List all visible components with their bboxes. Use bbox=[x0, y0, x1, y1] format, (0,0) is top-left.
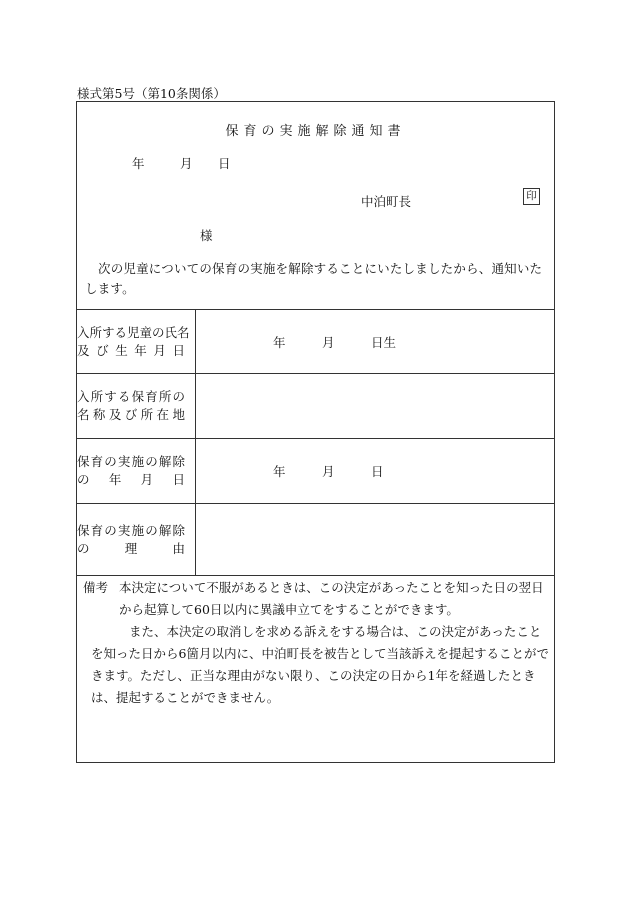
addressee-suffix: 様 bbox=[200, 228, 213, 243]
label-line: 名 称 及 び 所 在 地 bbox=[77, 407, 185, 422]
document-title: 保育の実施解除通知書 bbox=[225, 124, 406, 139]
table-row bbox=[77, 310, 555, 374]
notice-form bbox=[76, 101, 555, 763]
nursery-name-address-value bbox=[196, 374, 555, 439]
release-reason-value bbox=[196, 504, 555, 576]
release-date-template: 年 月 日 bbox=[273, 464, 384, 479]
form-number: 様式第5号（第10条関係） bbox=[77, 86, 226, 101]
label-line: 保 育 の 実 施 の 解 除 bbox=[77, 522, 185, 538]
row-value bbox=[196, 439, 555, 504]
table-row bbox=[77, 374, 555, 439]
date-year-label: 年 bbox=[132, 156, 145, 171]
remarks-paragraph-1: 本決定について不服があるときは、この決定があったことを知った日の翌日から起算して60日以内に異議申立てをすることができます。 bbox=[119, 580, 544, 617]
label-line: の 年 月 日 bbox=[77, 472, 185, 487]
table-row bbox=[77, 439, 555, 504]
birth-date-template: 年 月 日生 bbox=[273, 334, 397, 350]
table-row bbox=[77, 504, 555, 576]
remarks bbox=[83, 577, 549, 709]
date-month-label: 月 bbox=[180, 156, 193, 171]
issue-date-line bbox=[132, 154, 231, 172]
row-label bbox=[77, 439, 196, 504]
row-value bbox=[196, 310, 555, 374]
row-label bbox=[77, 374, 196, 439]
label-line: 保 育 の 実 施 の 解 除 bbox=[77, 454, 185, 469]
row-label bbox=[77, 310, 196, 374]
issuer-name: 中泊町長 bbox=[361, 194, 412, 209]
details-table bbox=[76, 309, 555, 576]
label-line: 入所する児童の氏名 bbox=[77, 324, 190, 340]
remarks-paragraph-2: また、本決定の取消しを求める訴えをする場合は、この決定があったことを知った日から6箇月以内に、中泊町長を被告として当該訴えを提起することができます。ただし、正当な理由がない限り、この決定の日から1年を経過したときは、提起することができません。 bbox=[91, 624, 549, 705]
date-day-label: 日 bbox=[218, 156, 231, 171]
row-label bbox=[77, 504, 196, 576]
seal-mark: 印 bbox=[523, 188, 540, 205]
notice-text: 次の児童についての保育の実施を解除することにいたしましたから、通知いたします。 bbox=[85, 261, 543, 296]
label-line: 及 び 生 年 月 日 bbox=[77, 342, 185, 358]
label-line: 入 所 す る 保 育 所 の bbox=[77, 389, 185, 404]
remarks-heading: 備考 bbox=[83, 580, 109, 595]
label-line: の 理 由 bbox=[77, 540, 185, 556]
